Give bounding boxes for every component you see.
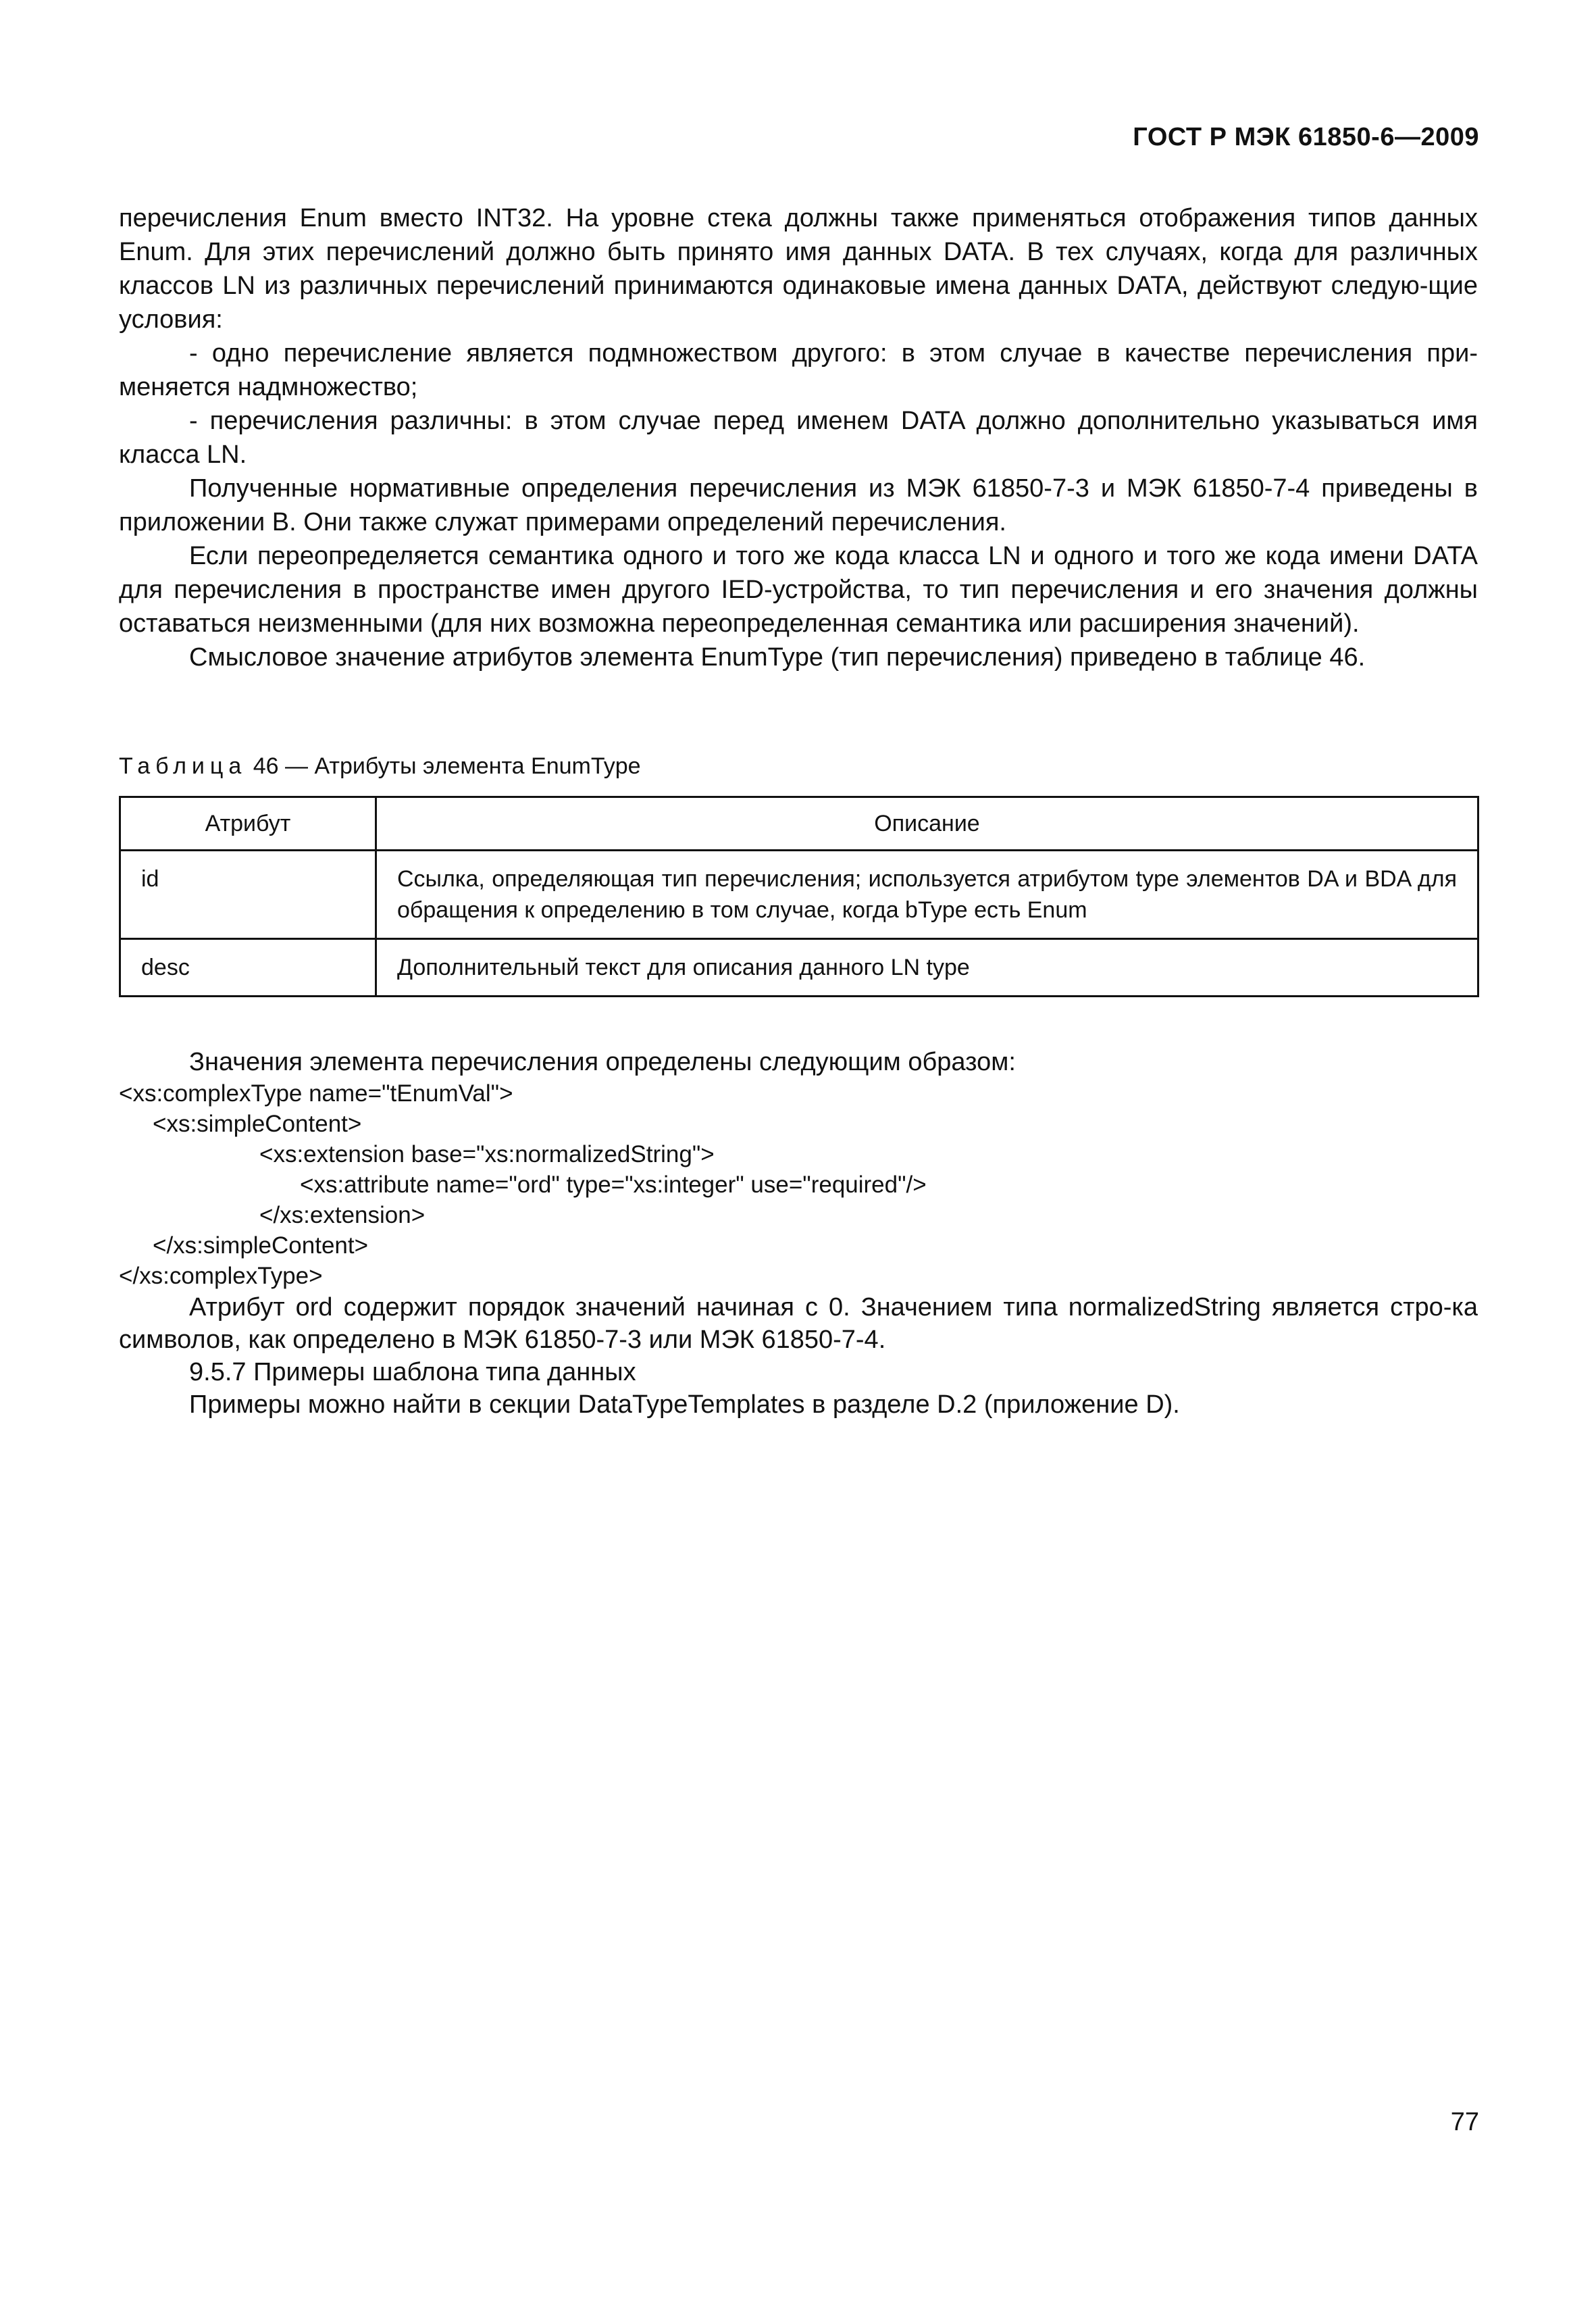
table-row [120,851,1478,939]
column-header-description: Описание [376,797,1478,851]
body-text [119,201,1478,674]
code-line: </xs:complexType> [119,1263,323,1289]
code-line: </xs:extension> [259,1202,426,1228]
code-line: </xs:simpleContent> [153,1232,369,1259]
paragraph-enum-continuation: перечисления Enum вместо INT32. На уровне стека должны также применяться отображения типов данных Enum. Для этих перечислений должно быть принято имя данных DATA. В тех случаях, когда для различных классов LN из различных перечислений принимаются одинаковые имена данных DATA, действуют следую-щие условия: [119,204,1478,334]
table-caption [119,750,641,782]
paragraph-semantic-redefinition: Если переопределяется семантика одного и того же кода класса LN и одного и того же кода имени DATA для перечисления в пространстве имен другого IED-устройства, то тип перечисления и его значения должны оставаться неизменными (для них возможна переопределенная семантика или расширения значений). [119,542,1478,638]
paragraph-table-reference: Смысловое значение атрибутов элемента EnumType (тип перечисления) приведено в таблице 46. [189,643,1366,672]
post-table-text [119,1046,1478,1421]
paragraph-enum-values-intro: Значения элемента перечисления определены следующим образом: [189,1048,1016,1076]
code-line: <xs:simpleContent> [153,1111,362,1137]
table-row [120,939,1478,997]
paragraph-normative-definitions: Полученные нормативные определения перечисления из МЭК 61850-7-3 и МЭК 61850-7-4 приведены в приложении В. Они также служат примерами определений перечисления. [119,474,1478,536]
page-number: 77 [1450,2108,1479,2136]
standard-header: ГОСТ Р МЭК 61850-6—2009 [1133,123,1479,151]
condition-subset: - одно перечисление является подмножеством другого: в этом случае в качестве перечисления при-меняется надмножество; [119,339,1478,401]
table-header-row [120,797,1478,851]
condition-different: - перечисления различны: в этом случае перед именем DATA должно дополнительно указываться имя класса LN. [119,407,1478,469]
table-cell-attribute: id [120,851,376,939]
table-caption-word: Таблица [119,753,247,779]
section-heading-9-5-7: 9.5.7 Примеры шаблона типа данных [189,1358,636,1386]
xml-schema-code [119,1078,1478,1291]
code-line: <xs:extension base="xs:normalizedString"> [259,1141,715,1167]
enumtype-attributes-table [119,796,1479,997]
table-caption-title: 46 — Атрибуты элемента EnumType [247,753,641,779]
column-header-attribute: Атрибут [120,797,376,851]
paragraph-examples: Примеры можно найти в секции DataTypeTemplates в разделе D.2 (приложение D). [189,1390,1180,1419]
code-line: <xs:attribute name="ord" type="xs:integer" use="required"/> [300,1172,927,1198]
paragraph-ord-attribute: Атрибут ord содержит порядок значений начиная с 0. Значением типа normalizedString является стро-ка символов, как определено в МЭК 61850-7-3 или МЭК 61850-7-4. [119,1293,1478,1354]
table-cell-attribute: desc [120,939,376,997]
table-cell-description: Дополнительный текст для описания данного LN type [376,939,1478,997]
table-cell-description: Ссылка, определяющая тип перечисления; используется атрибутом type элементов DA и BDA для обращения к определению в том случае, когда bType есть Enum [376,851,1478,939]
code-line: <xs:complexType name="tEnumVal"> [119,1080,513,1107]
